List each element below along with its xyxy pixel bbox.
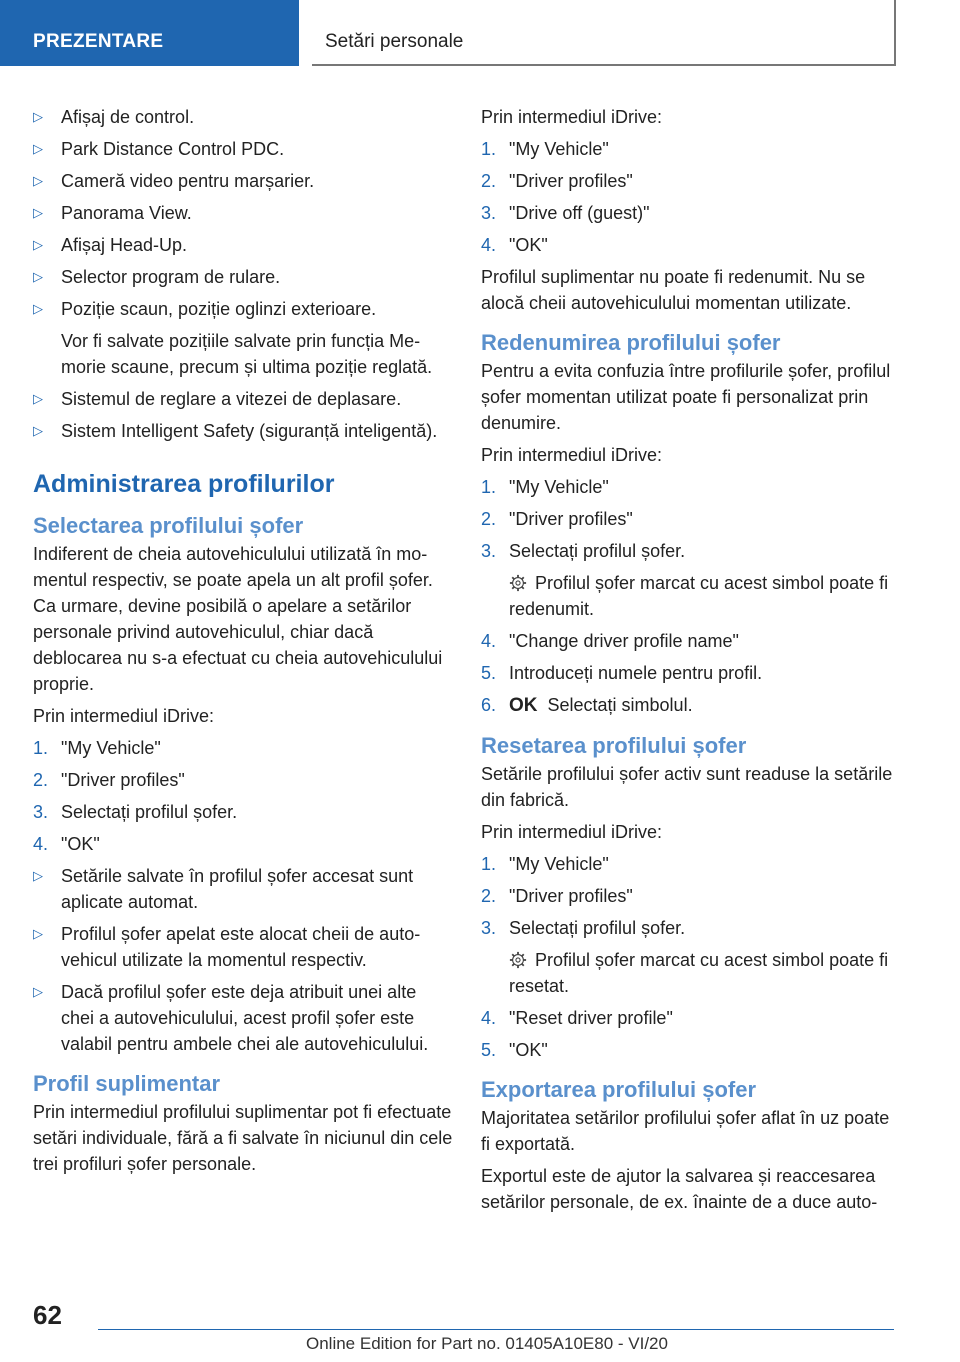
step-text: "My Vehicle" [509,139,609,159]
list-item [33,232,453,258]
triangle-right-outline-icon: ▷ [33,926,43,941]
list-item [33,735,453,761]
triangle-right-outline-icon: ▷ [33,141,43,156]
list-item [33,863,453,915]
list-item-text: Park Distance Control PDC. [61,139,285,159]
list-item [33,296,453,322]
step-text: Selectați simbolul. [547,695,693,715]
export-paragraph-2: Exportul este de ajutor la salvarea și reaccesarea setărilor personale, de ex. înainte de a duce auto- [481,1166,878,1212]
memory-note: Vor fi salvate pozițiile salvate prin funcția Memorie scaune, precum și ultima poziție reglată. [61,331,433,377]
list-item [33,200,453,226]
list-item [481,660,901,686]
reset-steps-list [481,851,901,941]
reset-symbol-note [481,947,901,999]
step-text: "My Vehicle" [509,854,609,874]
list-item [33,831,453,857]
select-notes-list [33,863,453,1057]
triangle-right-outline-icon: ▷ [33,173,43,188]
list-item-text: Sistem Intelligent Safety (siguranță inteligentă). [61,421,438,441]
list-item [481,1037,901,1063]
step-number: 2. [481,886,497,906]
step-number: 5. [481,1040,497,1060]
list-item [33,979,453,1057]
idrive-intro: Prin intermediul iDrive: [481,445,663,465]
rename-symbol-note [481,570,901,622]
triangle-right-outline-icon: ▷ [33,269,43,284]
step-text: "Driver profiles" [509,886,633,906]
step-text: Selectați profilul șofer. [61,802,238,822]
list-item [33,136,453,162]
step-text: "Driver profiles" [509,171,633,191]
list-item-text: Dacă profilul șofer este deja atribuit unei alte chei a autovehiculului, acest profil șofer este valabil pentru ambele chei ale autovehiculului. [61,982,429,1054]
heading-admin-profiles: Administrarea profilurilor [33,470,335,498]
list-item-text: Profilul șofer apelat este alocat cheii de autovehicul utilizate la momentul respectiv. [61,924,421,970]
list-item [481,200,901,226]
list-item-text: Selector program de rulare. [61,267,281,287]
rename-symbol-note-text: Profilul șofer marcat cu acest simbol poate fi redenumit. [509,573,889,619]
rename-paragraph: Pentru a evita confuzia între profilurile șofer, profilul șofer momentan utilizat poate fi personalizat prin denumire. [481,361,891,433]
step-text: "Driver profiles" [509,509,633,529]
gear-icon [509,574,527,592]
step-number: 2. [33,770,49,790]
step-number: 4. [481,235,497,255]
list-item [481,1005,901,1031]
header-section-label: PREZENTARE [33,31,164,52]
list-item [481,883,901,909]
ok-symbol-icon: OK [509,695,538,716]
header-section-tab [0,0,299,66]
page-number: 62 [33,1300,62,1330]
list-item [33,168,453,194]
list-item [33,264,453,290]
step-number: 3. [481,918,497,938]
feature-list [33,104,453,322]
guest-steps-list [481,136,901,258]
step-number: 1. [481,477,497,497]
triangle-right-outline-icon: ▷ [33,205,43,220]
step-text: Introduceți numele pentru profil. [509,663,763,683]
gear-icon [509,951,527,969]
list-item [33,767,453,793]
triangle-right-outline-icon: ▷ [33,391,43,406]
list-item [481,692,901,719]
list-item [33,799,453,825]
step-text: "OK" [509,1040,548,1060]
select-profile-paragraph: Indiferent de cheia autovehiculului utilizată în momentul respectiv, se poate apela un alt profil șofer. Ca urmare, devine posibilă o apelare a setărilor personale privind autovehiculul, chiar dacă deblocarea nu s-a efectuat cu cheia autovehiculului proprie. [33,544,443,694]
step-number: 5. [481,663,497,683]
triangle-right-outline-icon: ▷ [33,237,43,252]
heading-export-profile: Exportarea profilului șofer [481,1077,757,1102]
export-paragraph-1: Majoritatea setărilor profilului șofer aflat în uz poate fi exportată. [481,1108,890,1154]
list-item-text: Panorama View. [61,203,192,223]
step-text: "OK" [509,235,548,255]
list-item [481,474,901,500]
rename-steps-list-continued [481,628,901,686]
step-text: "My Vehicle" [61,738,161,758]
step-text: "Reset driver profile" [509,1008,673,1028]
reset-symbol-note-text: Profilul șofer marcat cu acest simbol poate fi resetat. [509,950,889,996]
triangle-right-outline-icon: ▷ [33,984,43,999]
step-number: 1. [481,139,497,159]
idrive-intro: Prin intermediul iDrive: [481,107,663,127]
reset-steps-list-continued [481,1005,901,1063]
step-text: "My Vehicle" [509,477,609,497]
list-item [481,851,901,877]
header-title-box [312,0,896,66]
heading-select-profile: Selectarea profilului șofer [33,513,304,538]
list-item [481,915,901,941]
list-item [481,232,901,258]
list-item [481,538,901,564]
triangle-right-outline-icon: ▷ [33,301,43,316]
step-number: 3. [33,802,49,822]
list-item-text: Setările salvate în profilul șofer accesat sunt aplicate automat. [61,866,414,912]
idrive-intro: Prin intermediul iDrive: [33,706,215,726]
heading-reset-profile: Resetarea profilului șofer [481,733,747,758]
step-text: "Driver profiles" [61,770,185,790]
list-item-text: Poziție scaun, poziție oglinzi exterioare. [61,299,377,319]
triangle-right-outline-icon: ▷ [33,109,43,124]
list-item-text: Afișaj de control. [61,107,195,127]
reset-paragraph: Setările profilului șofer activ sunt readuse la setările din fabrică. [481,764,893,810]
triangle-right-outline-icon: ▷ [33,423,43,438]
idrive-intro: Prin intermediul iDrive: [481,822,663,842]
step-number: 1. [33,738,49,758]
step-number: 2. [481,171,497,191]
list-item [33,386,453,412]
header-title: Setări personale [325,31,464,52]
left-column [33,104,453,1183]
footer-divider [98,1329,894,1330]
triangle-right-outline-icon: ▷ [33,868,43,883]
list-item [481,506,901,532]
step-number: 6. [481,695,497,715]
heading-rename-profile: Redenumirea profilului șofer [481,330,781,355]
right-column [481,104,901,1221]
step-text: "Drive off (guest)" [509,203,650,223]
step-text: "OK" [61,834,100,854]
list-item [481,136,901,162]
guest-paragraph: Profilul suplimentar nu poate fi redenumit. Nu se alocă cheii autovehiculului momentan utilizate. [481,267,866,313]
list-item [33,921,453,973]
step-number: 3. [481,203,497,223]
select-steps-list [33,735,453,857]
list-item [481,628,901,654]
list-item [33,418,453,444]
step-text: Selectați profilul șofer. [509,541,686,561]
list-item [481,168,901,194]
step-number: 4. [481,631,497,651]
feature-list-continued [33,386,453,444]
list-item-text: Afișaj Head-Up. [61,235,188,255]
step-number: 1. [481,854,497,874]
extra-profile-paragraph: Prin intermediul profilului suplimentar pot fi efectuate setări individuale, fără a fi salvate în niciunul din cele trei profiluri șofer personale. [33,1102,453,1174]
step-number: 3. [481,541,497,561]
footer-edition: Online Edition for Part no. 01405A10E80 - VI/20 [306,1334,668,1353]
rename-steps-list [481,474,901,564]
list-item [33,104,453,130]
list-item-text: Sistemul de reglare a vitezei de deplasare. [61,389,402,409]
step-text: Selectați profilul șofer. [509,918,686,938]
step-number: 4. [33,834,49,854]
step-number: 2. [481,509,497,529]
step-number: 4. [481,1008,497,1028]
list-item-text: Cameră video pentru marșarier. [61,171,315,191]
step-text: "Change driver profile name" [509,631,739,651]
heading-extra-profile: Profil suplimentar [33,1071,221,1096]
